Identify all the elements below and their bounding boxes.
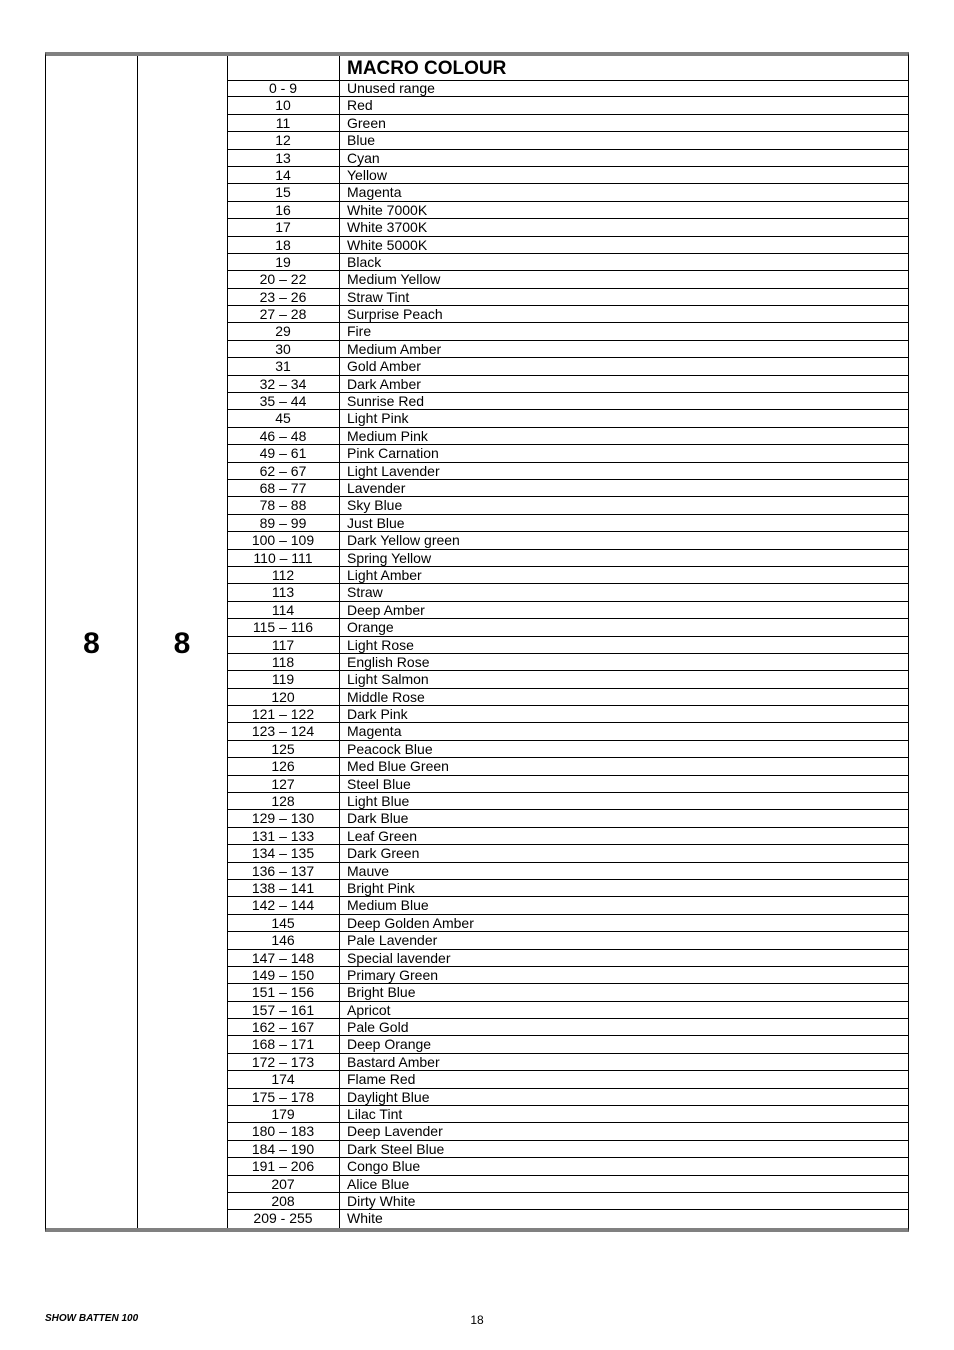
table-row [227, 671, 908, 688]
dmx-value: 46 – 48 [227, 428, 340, 444]
section-header [227, 56, 908, 81]
colour-function: Daylight Blue [347, 1088, 430, 1105]
colour-function: Dark Amber [347, 375, 421, 392]
table-row [227, 410, 908, 427]
dmx-value: 20 – 22 [227, 271, 340, 287]
table-row [227, 376, 908, 393]
dmx-value: 114 [227, 602, 340, 618]
dmx-value: 123 – 124 [227, 723, 340, 739]
dmx-value: 118 [227, 654, 340, 670]
table-row [227, 619, 908, 636]
table-row [227, 445, 908, 462]
colour-function: Deep Lavender [347, 1123, 443, 1140]
table-row [227, 863, 908, 880]
colour-function: Peacock Blue [347, 740, 433, 757]
colour-function: Orange [347, 619, 394, 636]
table-row [227, 237, 908, 254]
dmx-value: 174 [227, 1071, 340, 1087]
table-row [227, 1141, 908, 1158]
table-row [227, 254, 908, 271]
colour-function: Middle Rose [347, 688, 425, 705]
table-row [227, 515, 908, 532]
table-row [227, 358, 908, 375]
colour-function: Light Blue [347, 793, 410, 810]
colour-function: Light Amber [347, 566, 422, 583]
dmx-value: 162 – 167 [227, 1019, 340, 1035]
table-row [227, 115, 908, 132]
dmx-value: 29 [227, 323, 340, 339]
dmx-value: 184 – 190 [227, 1141, 340, 1157]
dmx-value: 35 – 44 [227, 393, 340, 409]
footer-page-number: 18 [470, 1313, 484, 1327]
colour-function: Fire [347, 323, 372, 340]
dmx-value: 17 [227, 219, 340, 235]
dmx-value: 142 – 144 [227, 897, 340, 913]
colour-function: Medium Pink [347, 427, 428, 444]
colour-function: Deep Golden Amber [347, 914, 474, 931]
table-row [227, 132, 908, 149]
colour-function: Light Lavender [347, 462, 440, 479]
colour-function: Straw Tint [347, 288, 410, 305]
dmx-value: 157 – 161 [227, 1002, 340, 1018]
dmx-value: 113 [227, 584, 340, 600]
dmx-value: 119 [227, 671, 340, 687]
dmx-value: 131 – 133 [227, 828, 340, 844]
colour-function: Med Blue Green [347, 758, 449, 775]
table-row [227, 202, 908, 219]
dmx-value: 30 [227, 341, 340, 357]
dmx-value: 209 - 255 [227, 1210, 340, 1227]
dmx-value: 19 [227, 254, 340, 270]
colour-function: Pale Lavender [347, 932, 438, 949]
table-row [227, 1123, 908, 1140]
dmx-value: 121 – 122 [227, 706, 340, 722]
table-row [227, 1019, 908, 1036]
table-row [227, 584, 908, 601]
dmx-value: 129 – 130 [227, 810, 340, 826]
dmx-value: 126 [227, 758, 340, 774]
colour-function: Congo Blue [347, 1158, 421, 1175]
table-row [227, 1002, 908, 1019]
table-row [227, 758, 908, 775]
table-row [227, 271, 908, 288]
colour-function: Pale Gold [347, 1019, 409, 1036]
table-row [227, 289, 908, 306]
colour-function: Cyan [347, 149, 380, 166]
table-row [227, 845, 908, 862]
table-row [227, 1193, 908, 1210]
colour-function: Bastard Amber [347, 1053, 440, 1070]
dmx-value: 180 – 183 [227, 1123, 340, 1139]
table-row [227, 480, 908, 497]
colour-function: Just Blue [347, 514, 405, 531]
dmx-value: 14 [227, 167, 340, 183]
dmx-value: 112 [227, 567, 340, 583]
channel-number-alt: 8 [173, 627, 191, 660]
table-row [227, 793, 908, 810]
table-row [227, 810, 908, 827]
table-row [227, 776, 908, 793]
table-row [227, 741, 908, 758]
dmx-value: 16 [227, 202, 340, 218]
colour-function: Black [347, 253, 382, 270]
table-row [227, 184, 908, 201]
table-row [227, 550, 908, 567]
colour-function: Primary Green [347, 966, 439, 983]
header-value-cell [227, 56, 340, 80]
colour-function: Magenta [347, 723, 402, 740]
dmx-value: 125 [227, 741, 340, 757]
colour-function: Light Pink [347, 410, 409, 427]
dmx-value: 151 – 156 [227, 984, 340, 1000]
table-row [227, 828, 908, 845]
dmx-value: 11 [227, 115, 340, 131]
dmx-value: 128 [227, 793, 340, 809]
dmx-value: 15 [227, 184, 340, 200]
table-row [227, 323, 908, 340]
table-row [227, 1036, 908, 1053]
dmx-value: 78 – 88 [227, 497, 340, 513]
colour-function: Pink Carnation [347, 445, 439, 462]
colour-function: Sunrise Red [347, 393, 425, 410]
colour-function: Leaf Green [347, 827, 418, 844]
dmx-value: 145 [227, 915, 340, 931]
colour-function: Mauve [347, 862, 390, 879]
colour-function: Surprise Peach [347, 306, 443, 323]
table-row [227, 497, 908, 514]
dmx-value: 175 – 178 [227, 1089, 340, 1105]
dmx-value: 127 [227, 776, 340, 792]
colour-function: Medium Yellow [347, 271, 441, 288]
dmx-value: 146 [227, 932, 340, 948]
table-row [227, 950, 908, 967]
table-row [227, 80, 908, 97]
table-row [227, 393, 908, 410]
dmx-value: 89 – 99 [227, 515, 340, 531]
table-row [227, 637, 908, 654]
channel-number-cell [46, 56, 138, 1228]
dmx-value: 110 – 111 [227, 550, 340, 566]
table-row [227, 97, 908, 114]
colour-function: Unused range [347, 80, 435, 96]
colour-function: English Rose [347, 653, 430, 670]
dmx-value: 120 [227, 689, 340, 705]
dmx-value: 49 – 61 [227, 445, 340, 461]
table-row [227, 1089, 908, 1106]
colour-function: Dark Green [347, 845, 420, 862]
table-row [227, 167, 908, 184]
colour-function: White [347, 1210, 383, 1227]
table-row [227, 1158, 908, 1175]
section-title: MACRO COLOUR [347, 58, 507, 79]
colour-function: Light Rose [347, 636, 414, 653]
dmx-value: 115 – 116 [227, 619, 340, 635]
colour-function: Dark Pink [347, 706, 408, 723]
table-row [227, 1106, 908, 1123]
dmx-value: 18 [227, 237, 340, 253]
table-row [227, 1054, 908, 1071]
colour-function: Special lavender [347, 949, 451, 966]
table-row [227, 1210, 908, 1227]
dmx-value: 10 [227, 97, 340, 113]
colour-function: Medium Amber [347, 340, 442, 357]
colour-function: Dark Yellow green [347, 532, 460, 549]
table-row [227, 723, 908, 740]
table-row [227, 341, 908, 358]
colour-function: Straw [347, 584, 383, 601]
table-row [227, 932, 908, 949]
colour-function: Steel Blue [347, 775, 411, 792]
table-row [227, 654, 908, 671]
table-row [227, 463, 908, 480]
footer-product-name: SHOW BATTEN 100 [45, 1313, 139, 1324]
colour-function: Medium Blue [347, 897, 429, 914]
dmx-value: 179 [227, 1106, 340, 1122]
table-row [227, 1176, 908, 1193]
dmx-value: 23 – 26 [227, 289, 340, 305]
colour-function: Bright Blue [347, 984, 416, 1001]
table-row [227, 967, 908, 984]
colour-function: Dark Steel Blue [347, 1140, 445, 1157]
dmx-value: 68 – 77 [227, 480, 340, 496]
colour-function: Apricot [347, 1001, 391, 1018]
colour-function: Bright Pink [347, 879, 415, 896]
dmx-value: 62 – 67 [227, 463, 340, 479]
table-row [227, 567, 908, 584]
dmx-value: 100 – 109 [227, 532, 340, 548]
dmx-value: 149 – 150 [227, 967, 340, 983]
colour-function: White 5000K [347, 236, 428, 253]
table-row [227, 219, 908, 236]
table-row [227, 602, 908, 619]
colour-function: Lavender [347, 479, 406, 496]
dmx-channel-table [45, 52, 909, 1232]
colour-function: Spring Yellow [347, 549, 432, 566]
table-row [227, 428, 908, 445]
dmx-value: 138 – 141 [227, 880, 340, 896]
colour-function: Yellow [347, 166, 387, 183]
dmx-value: 147 – 148 [227, 950, 340, 966]
colour-function: Red [347, 97, 373, 114]
dmx-value: 117 [227, 637, 340, 653]
colour-function: Dirty White [347, 1193, 416, 1209]
table-row [227, 897, 908, 914]
dmx-value: 168 – 171 [227, 1036, 340, 1052]
table-row [227, 706, 908, 723]
colour-function: Dark Blue [347, 810, 409, 827]
table-row [227, 880, 908, 897]
colour-function: Flame Red [347, 1071, 416, 1088]
dmx-value: 32 – 34 [227, 376, 340, 392]
colour-function: Deep Amber [347, 601, 425, 618]
table-row [227, 689, 908, 706]
dmx-value: 27 – 28 [227, 306, 340, 322]
colour-function: Light Salmon [347, 671, 429, 688]
colour-function: Sky Blue [347, 497, 403, 514]
colour-function: White 3700K [347, 219, 428, 236]
dmx-value: 207 [227, 1176, 340, 1192]
table-row [227, 915, 908, 932]
channel-number: 8 [83, 627, 100, 660]
channel-number-alt-cell [137, 56, 228, 1228]
colour-function: Gold Amber [347, 358, 421, 375]
table-row [227, 1071, 908, 1088]
dmx-value: 208 [227, 1193, 340, 1209]
table-row [227, 984, 908, 1001]
value-function-columns [227, 56, 908, 1228]
colour-function: Magenta [347, 184, 402, 201]
colour-function: Alice Blue [347, 1175, 410, 1192]
colour-function: Lilac Tint [347, 1106, 403, 1123]
table-row [227, 306, 908, 323]
dmx-value: 134 – 135 [227, 845, 340, 861]
dmx-value: 0 - 9 [227, 80, 340, 96]
dmx-value: 172 – 173 [227, 1054, 340, 1070]
dmx-value: 31 [227, 358, 340, 374]
table-row [227, 532, 908, 549]
table-row [227, 150, 908, 167]
colour-function: Blue [347, 132, 376, 149]
macro-colour-list [227, 80, 908, 1228]
dmx-value: 13 [227, 150, 340, 166]
dmx-value: 136 – 137 [227, 863, 340, 879]
colour-function: White 7000K [347, 201, 428, 218]
dmx-value: 45 [227, 410, 340, 426]
colour-function: Green [347, 114, 386, 131]
dmx-value: 12 [227, 132, 340, 148]
colour-function: Deep Orange [347, 1036, 432, 1053]
dmx-value: 191 – 206 [227, 1158, 340, 1174]
